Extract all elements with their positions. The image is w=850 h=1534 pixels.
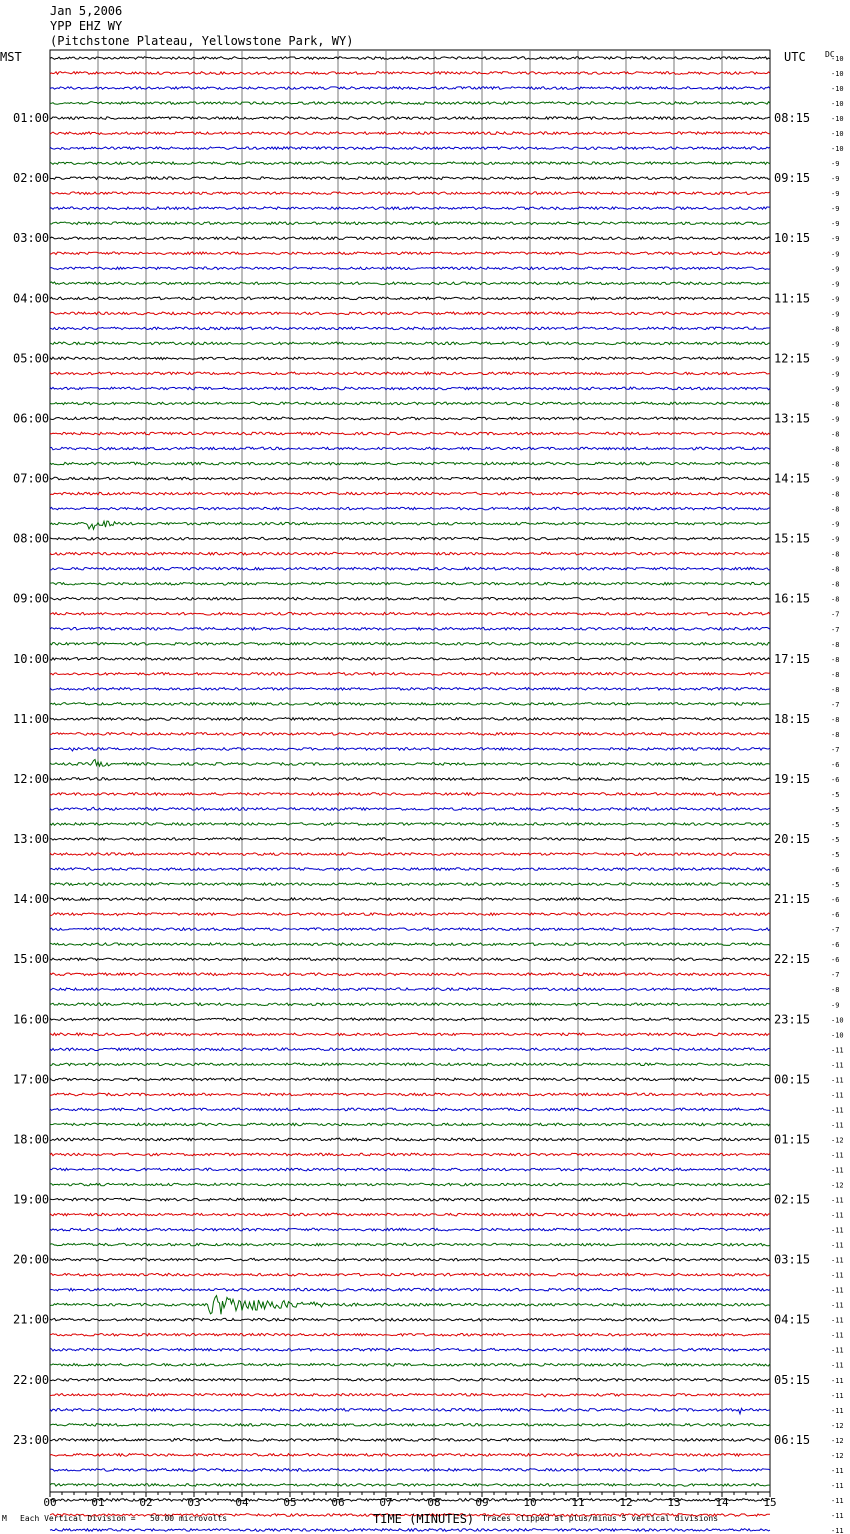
dc-offset-label: -8: [831, 460, 840, 469]
trace-row-58: [50, 928, 770, 931]
x-tick-label: 01: [91, 1496, 105, 1509]
dc-offset-label: -11: [831, 1076, 844, 1085]
x-tick-label: 12: [619, 1496, 633, 1509]
dc-offset-label: -7: [831, 625, 840, 634]
trace-row-38: [50, 628, 770, 631]
trace-row-69: [50, 1093, 770, 1096]
trace-row-10: [50, 207, 770, 210]
dc-offset-label: -11: [831, 1226, 844, 1235]
trace-row-24: [50, 417, 770, 420]
utc-hour-label: 10:15: [774, 231, 811, 246]
trace-row-19: [50, 342, 770, 345]
station-location: (Pitchstone Plateau, Yellowstone Park, WY): [50, 34, 354, 48]
station-code: YPP EHZ WY: [50, 19, 123, 33]
trace-row-68: [50, 1078, 770, 1081]
trace-row-29: [50, 492, 770, 495]
trace-row-46: [50, 748, 770, 751]
dc-offset-label: -11: [831, 1511, 844, 1520]
dc-offset-label: -9: [831, 265, 840, 274]
trace-row-3: [50, 102, 770, 105]
dc-offset-label: -11: [831, 1376, 844, 1385]
vertical-scale-note: Each Vertical Division = 50.00 microvolts: [20, 1514, 228, 1523]
plot-date: Jan 5,2006: [50, 4, 123, 18]
dc-offset-label: -9: [831, 295, 840, 304]
dc-offset-label: -11: [831, 1346, 844, 1355]
dc-offset-label: -5: [831, 790, 840, 799]
x-tick-label: 13: [667, 1496, 681, 1509]
trace-row-90: [50, 1408, 770, 1414]
dc-offset-label: -12: [831, 1421, 844, 1430]
dc-offset-label: -8: [831, 715, 840, 724]
dc-offset-label: -7: [831, 700, 840, 709]
mst-hour-label: 17:00: [13, 1072, 50, 1087]
trace-row-63: [50, 1003, 770, 1006]
trace-row-42: [50, 688, 770, 691]
dc-offset-label: -7: [831, 610, 840, 619]
footer-mark: M: [2, 1514, 7, 1523]
mst-hour-label: 19:00: [13, 1192, 50, 1207]
trace-row-93: [50, 1454, 770, 1457]
dc-offset-label: -5: [831, 821, 840, 830]
trace-row-9: [50, 192, 770, 195]
dc-offset-label: -9: [831, 415, 840, 424]
dc-offset-label: -10: [831, 1016, 844, 1025]
mst-hour-label: 14:00: [13, 892, 50, 907]
x-tick-label: 15: [763, 1496, 777, 1509]
dc-offset-label: -6: [831, 866, 840, 875]
trace-row-8: [50, 177, 770, 180]
dc-offset-label: -8: [831, 670, 840, 679]
trace-row-53: [50, 853, 770, 856]
dc-offset-label: -9: [831, 280, 840, 289]
trace-row-36: [50, 597, 770, 600]
dc-offset-label: -10: [831, 100, 844, 109]
dc-offset-label: -12: [831, 1451, 844, 1460]
dc-offset-label: -10: [831, 115, 844, 124]
mst-hour-label: 02:00: [13, 171, 50, 186]
trace-row-41: [50, 673, 770, 676]
trace-row-48: [50, 778, 770, 781]
dc-offset-label: -10: [831, 70, 844, 79]
trace-row-77: [50, 1213, 770, 1216]
trace-row-67: [50, 1063, 770, 1066]
mst-hour-label: 22:00: [13, 1372, 50, 1387]
dc-offset-label: -8: [831, 655, 840, 664]
mst-hour-label: 12:00: [13, 771, 50, 786]
trace-row-73: [50, 1153, 770, 1156]
dc-offset-label: -11: [831, 1091, 844, 1100]
dc-offset-label: -11: [831, 1361, 844, 1370]
trace-row-94: [50, 1469, 770, 1472]
dc-offset-label: -11: [831, 1481, 844, 1490]
dc-offset-label: -11: [831, 1196, 844, 1205]
utc-hour-label: 14:15: [774, 471, 811, 486]
utc-hour-label: 00:15: [774, 1072, 811, 1087]
dc-offset-label: -9: [831, 1001, 840, 1010]
trace-row-92: [50, 1439, 770, 1442]
dc-offset-label: -8: [831, 986, 840, 995]
x-tick-label: 05: [283, 1496, 297, 1509]
dc-offset-label: -11: [831, 1106, 844, 1115]
utc-hour-label: 22:15: [774, 952, 811, 967]
dc-offset-label: -8: [831, 685, 840, 694]
trace-row-15: [50, 282, 770, 285]
utc-hour-label: 03:15: [774, 1252, 811, 1267]
trace-row-32: [50, 537, 770, 540]
dc-offset-label: -11: [831, 1496, 844, 1505]
dc-offset-label: -11: [831, 1331, 844, 1340]
trace-row-6: [50, 147, 770, 150]
trace-row-33: [50, 552, 770, 555]
trace-row-23: [50, 402, 770, 405]
dc-offset-label: -12: [831, 1436, 844, 1445]
trace-row-65: [50, 1033, 770, 1036]
trace-row-11: [50, 222, 770, 225]
dc-offset-label: -10: [831, 145, 844, 154]
plot-frame: [50, 50, 770, 1492]
trace-row-74: [50, 1168, 770, 1171]
dc-offset-label: -9: [831, 370, 840, 379]
dc-offset-label: -9: [831, 250, 840, 259]
trace-row-86: [50, 1348, 770, 1351]
dc-offset-label: -10: [831, 1031, 844, 1040]
x-tick-label: 14: [715, 1496, 729, 1509]
dc-offset-label: -5: [831, 881, 840, 890]
dc-offset-label: -9: [831, 475, 840, 484]
trace-row-80: [50, 1258, 770, 1261]
dc-offset-label: -11: [831, 1211, 844, 1220]
utc-hour-label: 17:15: [774, 651, 811, 666]
dc-offset-label: -6: [831, 911, 840, 920]
dc-offset-label: -9: [831, 355, 840, 364]
mst-hour-label: 06:00: [13, 411, 50, 426]
dc-offset-label: -8: [831, 565, 840, 574]
trace-row-85: [50, 1333, 770, 1336]
x-tick-label: 03: [187, 1496, 201, 1509]
trace-row-88: [50, 1379, 770, 1382]
dc-offset-label: -11: [831, 1316, 844, 1325]
utc-hour-label: 01:15: [774, 1132, 811, 1147]
utc-hour-label: 04:15: [774, 1312, 811, 1327]
dc-offset-label: -7: [831, 745, 840, 754]
dc-offset-label: -6: [831, 896, 840, 905]
dc-offset-label: -6: [831, 775, 840, 784]
dc-offset-label: -8: [831, 595, 840, 604]
trace-row-16: [50, 297, 770, 300]
clipping-note: Traces clipped at plus/minus 5 vertical divisions: [482, 1514, 719, 1523]
dc-offset-label: -7: [831, 926, 840, 935]
mst-hour-label: 18:00: [13, 1132, 50, 1147]
mst-hour-label: 08:00: [13, 531, 50, 546]
dc-offset-label: -9: [831, 310, 840, 319]
dc-offset-label: -8: [831, 490, 840, 499]
utc-hour-label: 23:15: [774, 1012, 811, 1027]
trace-row-1: [50, 72, 770, 75]
utc-hour-label: 08:15: [774, 111, 811, 126]
trace-row-79: [50, 1243, 770, 1246]
dc-offset-label: -5: [831, 836, 840, 845]
dc-offset-label: -9: [831, 340, 840, 349]
trace-row-28: [50, 477, 770, 480]
x-tick-label: 06: [331, 1496, 345, 1509]
trace-row-55: [50, 883, 770, 886]
trace-row-22: [50, 387, 770, 390]
mst-hour-label: 07:00: [13, 471, 50, 486]
dc-offset-label: -11: [831, 1046, 844, 1055]
trace-row-21: [50, 372, 770, 375]
trace-row-87: [50, 1363, 770, 1366]
dc-offset-label: -6: [831, 941, 840, 950]
dc-offset-label: -11: [831, 1466, 844, 1475]
trace-row-12: [50, 237, 770, 240]
trace-row-66: [50, 1048, 770, 1051]
dc-offset-label: -11: [831, 1391, 844, 1400]
dc-offset-label: -11: [831, 1061, 844, 1070]
dc-offset-label: -8: [831, 730, 840, 739]
trace-row-31: [50, 521, 770, 529]
trace-row-98: [50, 1529, 770, 1532]
dc-offset-label: -8: [831, 505, 840, 514]
mst-hour-label: 23:00: [13, 1432, 50, 1447]
trace-row-59: [50, 943, 770, 946]
trace-row-39: [50, 643, 770, 646]
mst-hour-label: 20:00: [13, 1252, 50, 1267]
trace-row-75: [50, 1183, 770, 1186]
trace-row-34: [50, 567, 770, 570]
dc-offset-label: -9: [831, 535, 840, 544]
dc-offset-label: -9: [831, 220, 840, 229]
dc-offset-label: -8: [831, 580, 840, 589]
dc-offset-label: -11: [831, 1256, 844, 1265]
trace-row-13: [50, 252, 770, 255]
dc-offset-label: -11: [831, 1121, 844, 1130]
dc-offset-label: -8: [831, 430, 840, 439]
dc-offset-label: -9: [831, 520, 840, 529]
dc-offset-label: -11: [831, 1151, 844, 1160]
left-timezone-label: MST: [0, 50, 22, 64]
trace-row-72: [50, 1138, 770, 1141]
trace-row-51: [50, 823, 770, 826]
utc-hour-label: 12:15: [774, 351, 811, 366]
trace-row-96: [50, 1499, 770, 1502]
mst-hour-label: 09:00: [13, 591, 50, 606]
dc-offset-label: -11: [831, 1526, 844, 1534]
trace-row-44: [50, 718, 770, 721]
trace-row-5: [50, 132, 770, 135]
trace-row-17: [50, 312, 770, 315]
trace-row-84: [50, 1318, 770, 1321]
trace-row-49: [50, 793, 770, 796]
dc-offset-label: -11: [831, 1301, 844, 1310]
dc-offset-label: -9: [831, 175, 840, 184]
trace-row-78: [50, 1228, 770, 1231]
dc-offset-label: -6: [831, 760, 840, 769]
utc-hour-label: 05:15: [774, 1372, 811, 1387]
trace-row-35: [50, 582, 770, 585]
trace-row-27: [50, 462, 770, 465]
trace-row-2: [50, 87, 770, 90]
dc-offset-label: -8: [831, 445, 840, 454]
x-tick-label: 11: [571, 1496, 585, 1509]
utc-hour-label: 18:15: [774, 711, 811, 726]
x-tick-label: 09: [475, 1496, 489, 1509]
trace-row-71: [50, 1123, 770, 1126]
x-axis-label: TIME (MINUTES): [373, 1512, 475, 1526]
trace-row-40: [50, 658, 770, 661]
trace-row-64: [50, 1018, 770, 1021]
utc-hour-label: 09:15: [774, 171, 811, 186]
dc-offset-label: -10: [831, 55, 844, 63]
dc-offset-label: -9: [831, 385, 840, 394]
trace-row-76: [50, 1198, 770, 1201]
trace-row-83: [50, 1296, 770, 1315]
mst-hour-label: 11:00: [13, 711, 50, 726]
trace-row-54: [50, 868, 770, 871]
utc-hour-label: 02:15: [774, 1192, 811, 1207]
mst-hour-label: 21:00: [13, 1312, 50, 1327]
dc-offset-label: -7: [831, 971, 840, 980]
trace-row-81: [50, 1273, 770, 1276]
trace-row-82: [50, 1288, 770, 1291]
trace-row-7: [50, 162, 770, 165]
dc-offset-label: -12: [831, 1181, 844, 1190]
trace-row-50: [50, 807, 770, 810]
trace-row-26: [50, 447, 770, 450]
dc-offset-label: -8: [831, 400, 840, 409]
mst-hour-label: 10:00: [13, 651, 50, 666]
mst-hour-label: 13:00: [13, 832, 50, 847]
mst-hour-label: 15:00: [13, 952, 50, 967]
dc-offset-label: -6: [831, 956, 840, 965]
trace-row-95: [50, 1484, 770, 1487]
trace-row-60: [50, 958, 770, 961]
dc-offset-label: -10: [831, 130, 844, 139]
dc-offset-label: -11: [831, 1406, 844, 1415]
dc-offset-label: -11: [831, 1271, 844, 1280]
trace-row-43: [50, 703, 770, 706]
utc-hour-label: 19:15: [774, 771, 811, 786]
dc-offset-label: -5: [831, 851, 840, 860]
utc-hour-label: 06:15: [774, 1432, 811, 1447]
dc-offset-label: -10: [831, 85, 844, 94]
trace-row-89: [50, 1394, 770, 1398]
trace-row-4: [50, 117, 770, 120]
trace-row-47: [50, 760, 770, 767]
trace-row-37: [50, 612, 770, 615]
dc-offset-header: DC: [825, 50, 835, 59]
mst-hour-label: 04:00: [13, 291, 50, 306]
dc-offset-label: -11: [831, 1241, 844, 1250]
trace-row-70: [50, 1108, 770, 1111]
utc-hour-label: 13:15: [774, 411, 811, 426]
trace-row-56: [50, 898, 770, 901]
mst-hour-label: 05:00: [13, 351, 50, 366]
dc-offset-label: -9: [831, 235, 840, 244]
trace-row-57: [50, 913, 770, 916]
trace-row-18: [50, 327, 770, 330]
trace-row-45: [50, 733, 770, 736]
x-tick-label: 08: [427, 1496, 441, 1509]
utc-hour-label: 11:15: [774, 291, 811, 306]
x-tick-label: 02: [139, 1496, 153, 1509]
dc-offset-label: -12: [831, 1136, 844, 1145]
dc-offset-label: -8: [831, 325, 840, 334]
dc-offset-label: -8: [831, 640, 840, 649]
dc-offset-label: -9: [831, 160, 840, 169]
trace-row-52: [50, 838, 770, 841]
trace-row-61: [50, 973, 770, 976]
dc-offset-label: -5: [831, 806, 840, 814]
trace-row-25: [50, 432, 770, 435]
dc-offset-label: -9: [831, 205, 840, 214]
utc-hour-label: 16:15: [774, 591, 811, 606]
x-tick-label: 07: [379, 1496, 393, 1509]
trace-row-14: [50, 267, 770, 270]
x-tick-label: 04: [235, 1496, 249, 1509]
dc-offset-label: -11: [831, 1166, 844, 1175]
utc-hour-label: 20:15: [774, 832, 811, 847]
trace-row-62: [50, 988, 770, 991]
dc-offset-label: -8: [831, 550, 840, 559]
dc-offset-label: -9: [831, 190, 840, 199]
trace-row-91: [50, 1424, 770, 1427]
utc-hour-label: 15:15: [774, 531, 811, 546]
mst-hour-label: 16:00: [13, 1012, 50, 1027]
right-timezone-label: UTC: [784, 50, 806, 64]
mst-hour-label: 01:00: [13, 111, 50, 126]
trace-row-30: [50, 507, 770, 510]
trace-row-20: [50, 357, 770, 360]
x-tick-label: 10: [523, 1496, 537, 1509]
trace-row-0: [50, 57, 770, 60]
dc-offset-label: -11: [831, 1286, 844, 1295]
x-tick-label: 00: [43, 1496, 57, 1509]
utc-hour-label: 21:15: [774, 892, 811, 907]
mst-hour-label: 03:00: [13, 231, 50, 246]
